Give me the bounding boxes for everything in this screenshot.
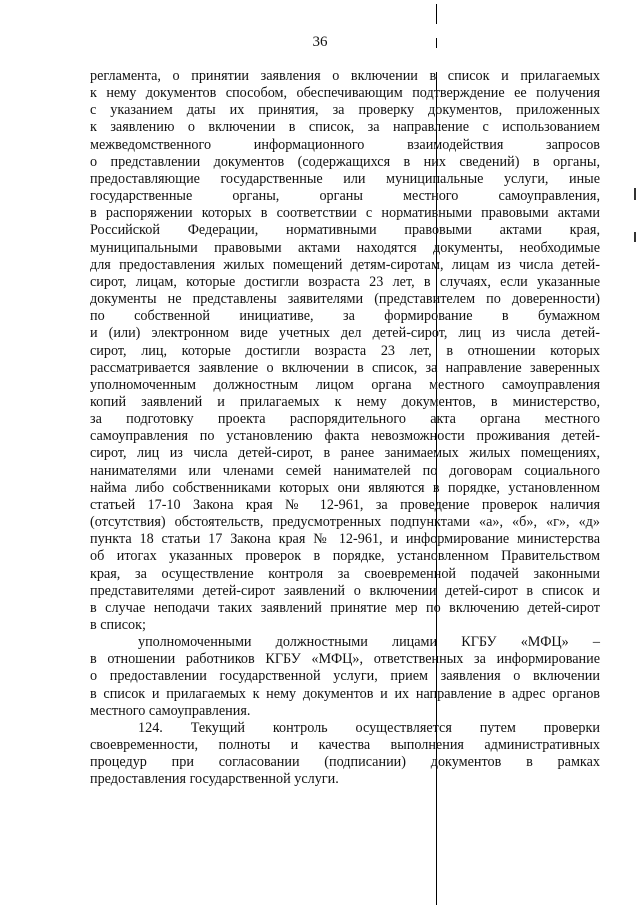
text-line: документы не представлены заявителями (представителем по доверенности): [90, 291, 600, 308]
text-line: для предоставления жилых помещений детям-сиротам, лицам из числа детей-: [90, 256, 600, 273]
text-line: к нему документов способом, обеспечивающим подтверждение ее получения: [90, 85, 600, 102]
text-line: в распоряжении которых в соответствии с нормативными правовыми актами: [90, 205, 600, 222]
scan-artifact-mark: [634, 232, 636, 242]
text-line: о представлении документов (содержащихся в них сведений) в органы,: [90, 153, 600, 170]
text-line: самоуправления по установлению факта невозможности проживания детей-: [90, 428, 600, 445]
text-line: о предоставлении государственной услуги, прием заявления о включении: [90, 668, 600, 685]
text-line: Российской Федерации, нормативными правовыми актами края,: [90, 222, 600, 239]
text-line: сирот, лиц, которые достигли возраста 23 лет, в отношении которых: [90, 342, 600, 359]
text-line: по собственной инициативе, за формирование в бумажном: [90, 308, 600, 325]
text-line: предоставляющие государственные или муниципальные услуги, иные: [90, 170, 600, 187]
scan-artifact-line: [436, 4, 437, 24]
text-line: и (или) электронном виде учетных дел детей-сирот, лиц из числа детей-: [90, 325, 600, 342]
text-line: предоставления государственной услуги.: [90, 771, 339, 788]
text-line: в список;: [90, 617, 146, 633]
text-line: копий заявлений и прилагаемых к нему документов, в министерство,: [90, 393, 600, 410]
text-line: в отношении работников КГБУ «МФЦ», ответственных за информирование: [90, 651, 600, 668]
text-line: сирот, лицам, которые достигли возраста 23 лет, в случаях, если указанные: [90, 273, 600, 290]
text-line: пункта 18 статьи 17 Закона края № 12-961, и информирование министерства: [90, 531, 600, 548]
text-line: межведомственного информационного взаимодействия запросов: [90, 136, 600, 153]
text-line: статьей 17-10 Закона края № 12-961, за проведение проверок наличия: [90, 496, 600, 513]
text-line: местного самоуправления.: [90, 702, 251, 719]
text-line: муниципальными правовыми актами находятся документы, необходимые: [90, 239, 600, 256]
text-line: (отсутствия) обстоятельств, предусмотренных подпунктами «а», «б», «г», «д»: [90, 514, 600, 531]
text-line: найма либо собственниками которых они являются в порядке, установленном: [90, 479, 600, 496]
text-line: рассматривается заявление о включении в список, за направление заверенных: [90, 359, 600, 376]
body-text: [90, 68, 600, 789]
text-line: нанимателями или членами семей нанимателей по договорам социального: [90, 462, 600, 479]
text-line: края, за осуществление контроля за своевременной подачей законными: [90, 565, 600, 582]
text-line: уполномоченным должностным лицом органа местного самоуправления: [90, 376, 600, 393]
text-line: в случае неподачи таких заявлений принятие мер по включению детей-сирот: [90, 599, 600, 616]
text-line: процедур при согласовании (подписании) документов в рамках: [90, 754, 600, 771]
text-line: государственные органы, органы местного самоуправления,: [90, 188, 600, 205]
page-number: 36: [312, 34, 328, 50]
text-line: регламента, о принятии заявления о включении в список и прилагаемых: [90, 68, 600, 84]
text-line: к заявлению о включении в список, за направление с использованием: [90, 119, 600, 136]
scan-artifact-mark: [634, 188, 636, 200]
text-line: представителями детей-сирот заявлений о включении детей-сирот в список и: [90, 582, 600, 599]
text-line: с указанием даты их принятия, за проверку документов, приложенных: [90, 102, 600, 119]
text-line: об итогах указанных проверок в порядке, установленном Правительством: [90, 548, 600, 565]
text-line: за подготовку проекта распорядительного акта органа местного: [90, 411, 600, 428]
text-line: сирот, лиц из числа детей-сирот, в ранее занимаемых жилых помещениях,: [90, 445, 600, 462]
text-line: уполномоченными должностными лицами КГБУ «МФЦ» –: [138, 634, 600, 651]
text-line: в список и прилагаемых к нему документов и их направление в адрес органов: [90, 685, 600, 702]
text-line: 124. Текущий контроль осуществляется путем проверки: [138, 719, 600, 736]
text-line: своевременности, полноты и качества выполнения административных: [90, 737, 600, 754]
